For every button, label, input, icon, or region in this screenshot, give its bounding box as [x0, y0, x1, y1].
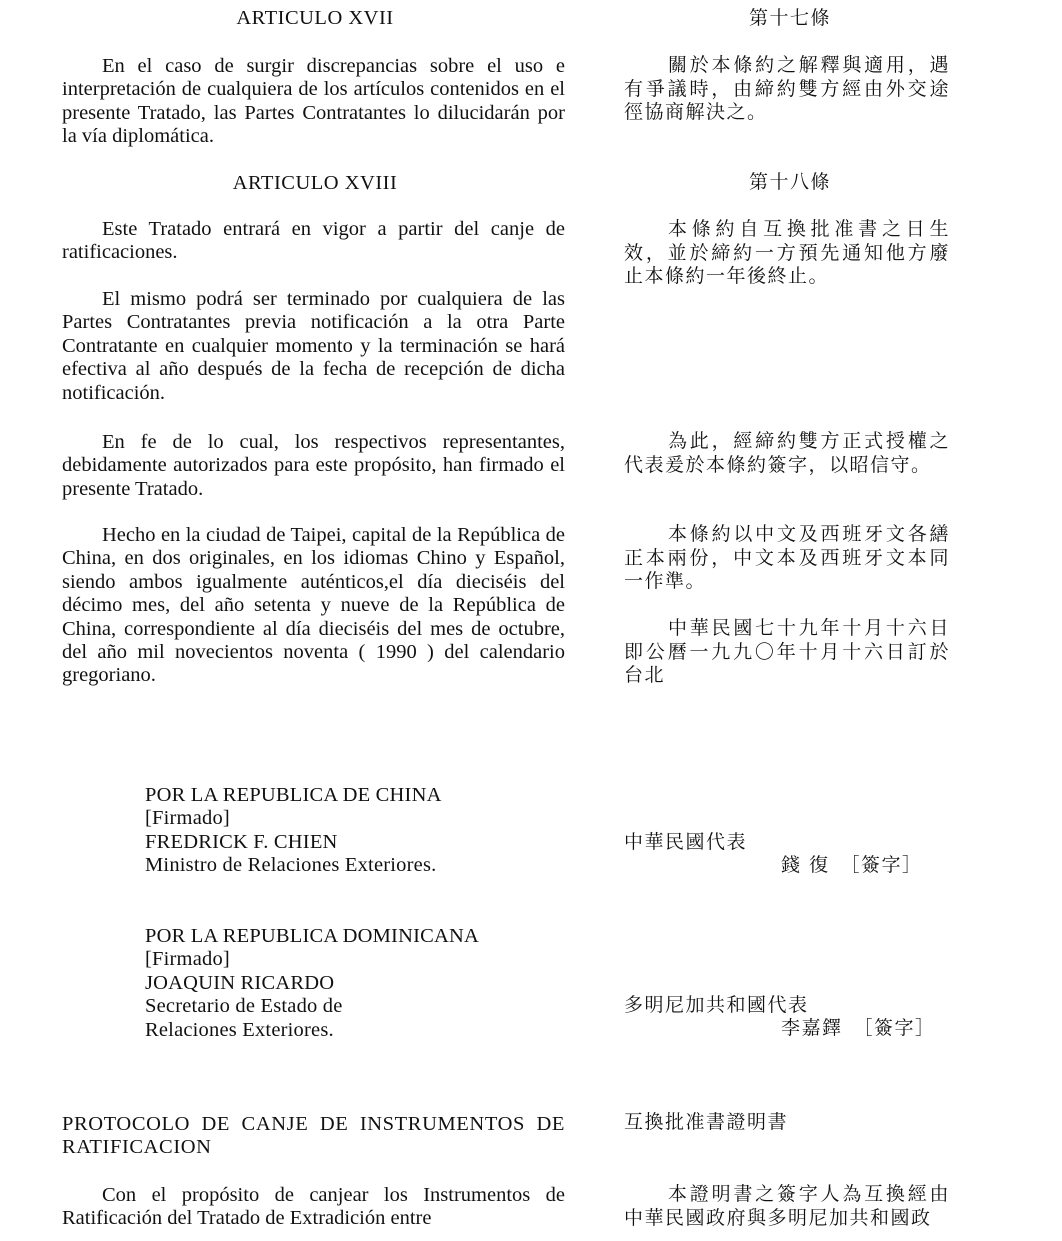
protocol-heading-zh: 互換批准書證明書 — [624, 1111, 789, 1133]
done-at-text1-zh: 本條約以中文及西班牙文各繕正本兩份，中文本及西班牙文本同一作準。 — [624, 523, 950, 592]
article-17-heading-zh: 第十七條 — [748, 7, 831, 29]
article-18-heading-es: ARTICULO XVIII — [232, 172, 398, 194]
signature-title-dr-zh: 多明尼加共和國代表 — [624, 994, 809, 1016]
article-18-text2-es: El mismo podrá ser terminado por cualquiera de las Partes Contratantes previa notificación a la otra Parte Contratante en cualquier momento y la terminación se hará efectiva al año después de la fecha de recepción de dicha notificación. — [62, 288, 565, 404]
signature-block-dr-es: POR LA REPUBLICA DOMINICANA [Firmado] JOAQUIN RICARDO Secretario de Estado de Relaciones Exteriores. — [145, 925, 480, 1041]
protocol-heading-es: PROTOCOLO DE CANJE DE INSTRUMENTOS DE RATIFICACION — [62, 1113, 565, 1159]
signature-name-dr-zh: 李嘉鐸 ［簽字］ — [781, 1017, 936, 1039]
signature-title-roc-zh: 中華民國代表 — [624, 831, 748, 853]
article-17-text-es: En el caso de surgir discrepancias sobre el uso e interpretación de cualquiera de los artículos contenidos en el presente Tratado, las Partes Contratantes lo dilucidarán por la vía diplomática. — [62, 55, 565, 148]
done-at-text-es: Hecho en la ciudad de Taipei, capital de la República de China, en dos originales, en los idiomas Chino y Español, siendo ambos igualmente auténticos,el día dieciséis del décimo mes, del año setenta y nueve de la República de China, correspondiente al día dieciséis del mes de octubre, del año mil novecientos noventa ( 1990 ) del calendario gregoriano. — [62, 524, 565, 687]
article-18-text-zh: 本條約自互換批准書之日生效，並於締約一方預先通知他方廢止本條約一年後終止。 — [624, 218, 950, 287]
article-17-text-zh: 關於本條約之解釋與適用，遇有爭議時，由締約雙方經由外交途徑協商解決之。 — [624, 54, 950, 123]
signature-block-roc-es: POR LA REPUBLICA DE CHINA [Firmado] FREDRICK F. CHIEN Ministro de Relaciones Exteriores. — [145, 784, 442, 877]
protocol-text-es: Con el propósito de canjear los Instrumentos de Ratificación del Tratado de Extradición entre — [62, 1184, 565, 1230]
witness-text-zh: 為此，經締約雙方正式授權之代表爰於本條約簽字，以昭信守。 — [624, 430, 950, 476]
done-at-text2-zh: 中華民國七十九年十月十六日即公曆一九九〇年十月十六日訂於台北 — [624, 617, 950, 686]
protocol-text-zh: 本證明書之簽字人為互換經由中華民國政府與多明尼加共和國政 — [624, 1183, 950, 1229]
signature-name-roc-zh: 錢 復 ［簽字］ — [781, 854, 923, 876]
witness-text-es: En fe de lo cual, los respectivos representantes, debidamente autorizados para este propósito, han firmado el presente Tratado. — [62, 431, 565, 500]
article-18-text1-es: Este Tratado entrará en vigor a partir del canje de ratificaciones. — [62, 218, 565, 264]
article-18-heading-zh: 第十八條 — [748, 171, 831, 193]
article-17-heading-es: ARTICULO XVII — [236, 7, 394, 29]
